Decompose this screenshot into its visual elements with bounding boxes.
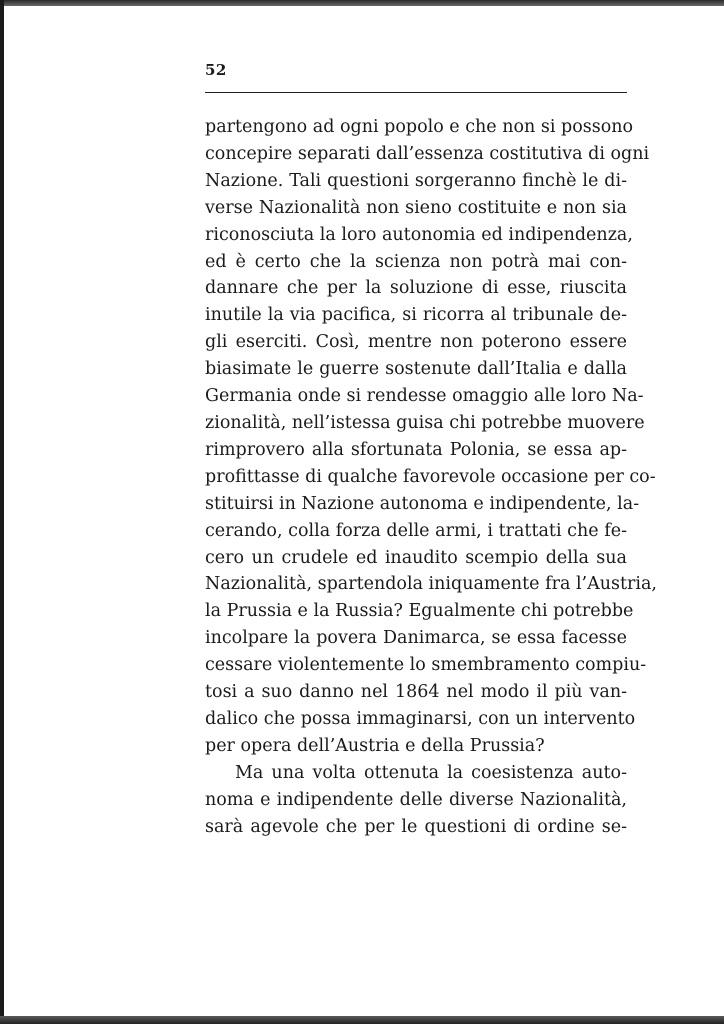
text-line: dannare che per la soluzione di esse, riuscita: [205, 278, 627, 299]
text-line: partengono ad ogni popolo e che non si possono: [205, 117, 634, 137]
text-line: incolpare la povera Danimarca, se essa facesse: [205, 628, 627, 649]
text-line: noma e indipendente delle diverse Nazionalità,: [205, 789, 627, 810]
text-line: cerando, colla forza delle armi, i trattati che fe-: [205, 520, 627, 541]
header-rule: [205, 92, 627, 93]
text-line: concepire separati dall’essenza costitutiva di ogni: [205, 143, 650, 164]
paragraph-start-line: Ma una volta ottenuta la coesistenza auto-: [235, 762, 627, 783]
text-line: ed è certo che la scienza non potrà mai con-: [205, 251, 627, 272]
text-line: dalico che possa immaginarsi, con un intervento: [205, 708, 636, 729]
text-line: rimprovero alla sfortunata Polonia, se essa ap-: [205, 439, 627, 460]
text-line: tosi a suo danno nel 1864 nel modo il più van-: [205, 682, 627, 703]
text-line: biasimate le guerre sostenute dall’Italia e dalla: [205, 359, 627, 380]
scan-edge-top: [0, 0, 724, 6]
page-number: 52: [205, 61, 227, 79]
text-line: Nazionalità, spartendola iniquamente fra l’Austria,: [205, 574, 657, 595]
text-line: la Prussia e la Russia? Egualmente chi potrebbe: [205, 601, 634, 622]
text-line: riconosciuta la loro autonomia ed indipendenza,: [205, 224, 633, 245]
scan-edge-bottom: [0, 1016, 724, 1024]
text-line: cessare violentemente lo smembramento compiu-: [205, 655, 647, 676]
text-line: Germania onde si rendesse omaggio alle loro Na-: [205, 386, 644, 407]
text-line: gli eserciti. Così, mentre non poterono essere: [205, 332, 627, 353]
text-line: Nazione. Tali questioni sorgeranno finchè le di-: [205, 170, 627, 191]
text-line: profittasse di qualche favorevole occasione per co-: [205, 466, 656, 487]
scan-edge-left: [0, 0, 4, 1024]
paragraph-end-line: per opera dell’Austria e della Prussia?: [205, 735, 545, 756]
body-text: [205, 114, 657, 840]
text-line: inutile la via pacifica, si ricorra al tribunale de-: [205, 305, 627, 326]
text-line: sarà agevole che per le questioni di ordine se-: [205, 816, 627, 837]
text-line: zionalità, nell’istessa guisa chi potrebbe muovere: [205, 412, 645, 433]
text-line: stituirsi in Nazione autonoma e indipendente, la-: [205, 493, 640, 514]
text-line: verse Nazionalità non sieno costituite e non sia: [205, 197, 627, 218]
text-line: cero un crudele ed inaudito scempio della sua: [205, 547, 627, 568]
